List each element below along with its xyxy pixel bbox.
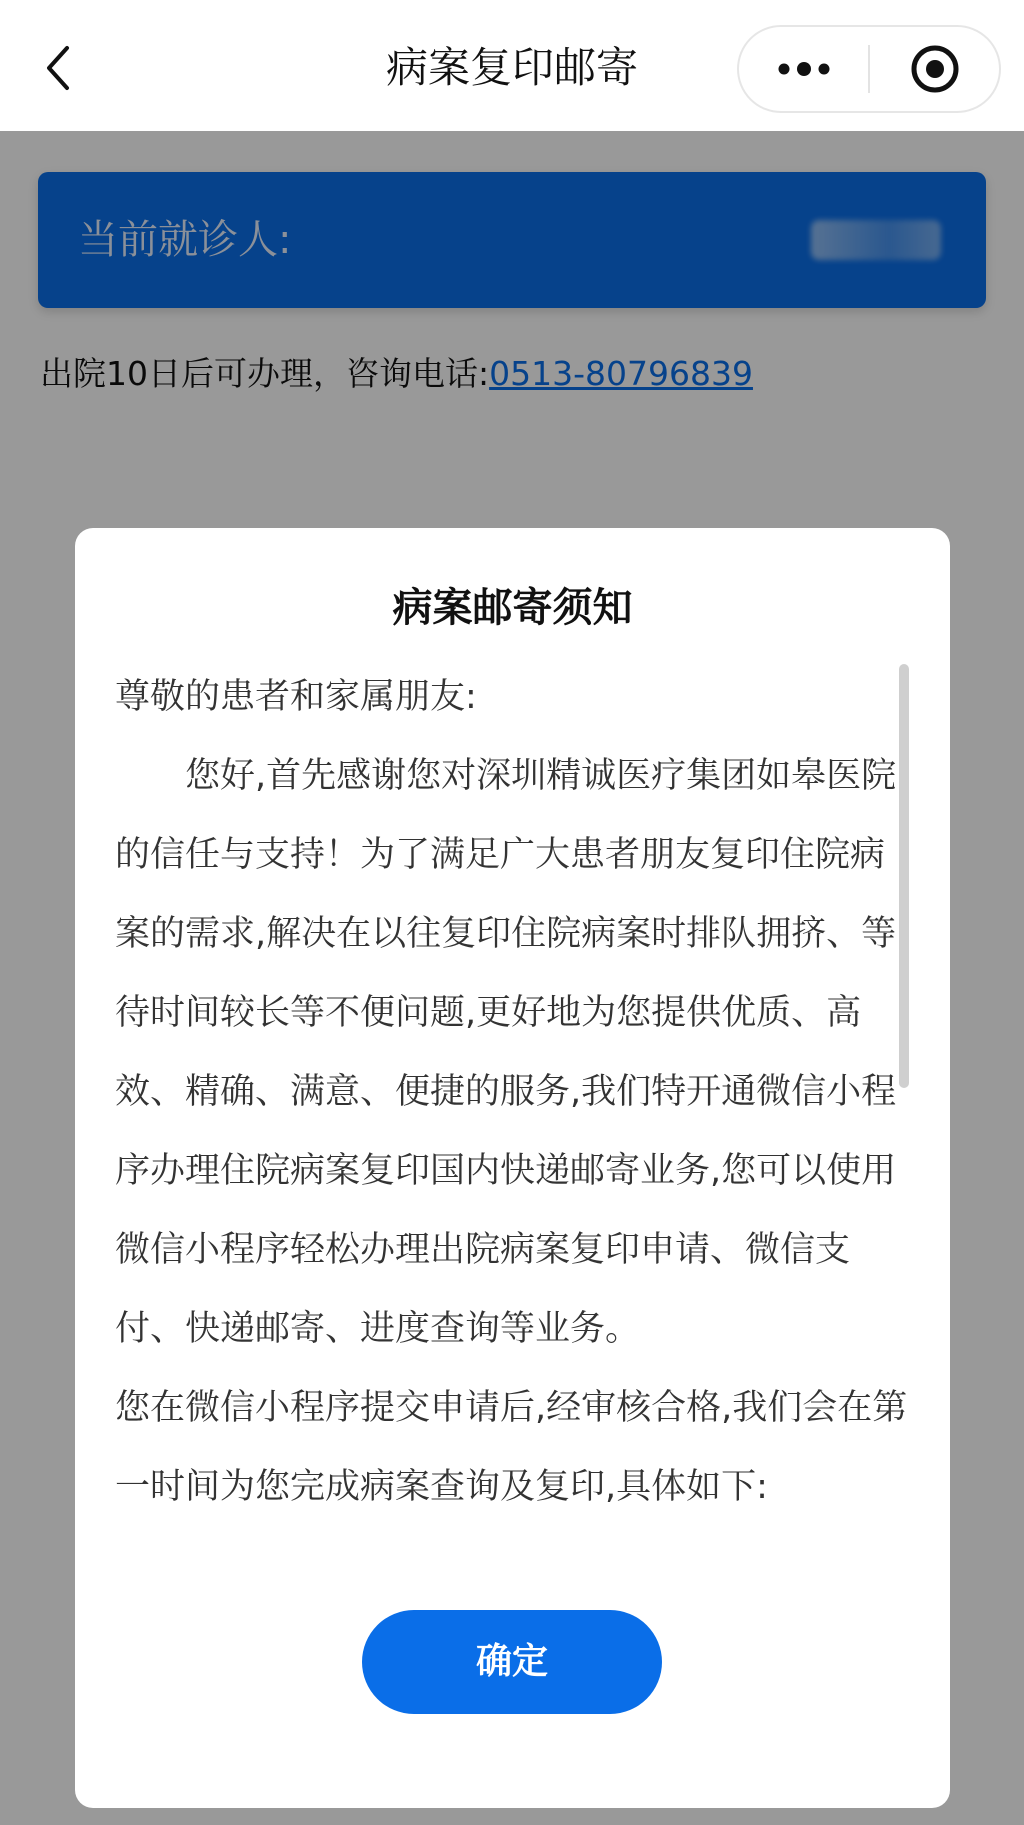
- close-miniprogram-button[interactable]: [870, 27, 999, 111]
- more-button[interactable]: [739, 27, 868, 111]
- intro-paragraph: 您好,首先感谢您对深圳精诚医疗集团如皋医院的信任与支持！为了满足广大患者朋友复印住院病案的需求,解决在以往复印住院病案时排队拥挤、等待时间较长等不便问题,更好地为您提供优质、高效、精确、满意、便捷的服务,我们特开通微信小程序办理住院病案复印国内快递邮寄业务,您可以使用微信小程序轻松办理出院病案复印申请、微信支付、快递邮寄、进度查询等业务。: [115, 756, 897, 1349]
- more-dots-icon: [776, 61, 832, 77]
- current-patient-label: 当前就诊人:: [78, 217, 292, 263]
- record-target-icon: [910, 44, 960, 94]
- modal-scrollbar[interactable]: [899, 664, 909, 1088]
- confirm-button[interactable]: 确定: [362, 1610, 662, 1714]
- discharge-notice-text: 出院10日后可办理，咨询电话:: [40, 354, 490, 393]
- navigation-bar: [0, 0, 1024, 131]
- modal-scroll-area[interactable]: [115, 658, 915, 1588]
- page-title: 病案复印邮寄: [385, 43, 638, 92]
- miniprogram-capsule: [737, 25, 1001, 113]
- process-paragraph: 您在微信小程序提交申请后,经审核合格,我们会在第一时间为您完成病案查询及复印,具体如下:: [115, 1388, 908, 1507]
- chevron-left-icon: [43, 44, 73, 92]
- greeting-paragraph: 尊敬的患者和家属朋友:: [115, 677, 477, 717]
- modal-title: 病案邮寄须知: [392, 585, 633, 631]
- modal-text: [115, 658, 915, 1588]
- back-button[interactable]: [34, 38, 82, 98]
- mail-notice-modal: [75, 528, 950, 1808]
- consult-phone-link[interactable]: 0513-80796839: [489, 354, 753, 393]
